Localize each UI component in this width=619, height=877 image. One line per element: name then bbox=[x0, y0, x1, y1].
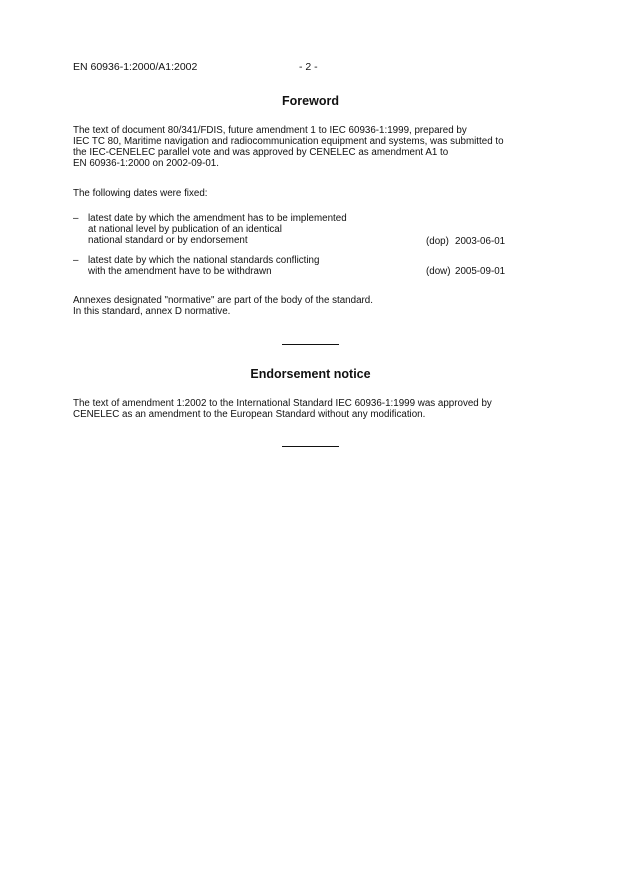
date-item-line: latest date by which the national standards conflicting bbox=[88, 255, 320, 266]
date-item-line: national standard or by endorsement bbox=[88, 235, 248, 246]
date-item-line: at national level by publication of an identical bbox=[88, 224, 282, 235]
date-value: 2005-09-01 bbox=[455, 266, 506, 277]
annex-note-line: Annexes designated "normative" are part of the body of the standard. bbox=[73, 295, 373, 306]
date-item-description bbox=[88, 213, 388, 246]
foreword-intro-line: The text of document 80/341/FDIS, future amendment 1 to IEC 60936-1:1999, prepared by bbox=[73, 125, 467, 136]
list-dash: – bbox=[73, 255, 79, 266]
endorsement-line: CENELEC as an amendment to the European Standard without any modification. bbox=[73, 409, 426, 420]
foreword-intro-line: EN 60936-1:2000 on 2002-09-01. bbox=[73, 158, 219, 169]
foreword-intro bbox=[73, 125, 548, 169]
section-divider bbox=[282, 446, 339, 447]
foreword-intro-line: the IEC-CENELEC parallel vote and was approved by CENELEC as amendment A1 to bbox=[73, 147, 449, 158]
annex-note bbox=[73, 295, 548, 317]
endorsement-title: Endorsement notice bbox=[250, 367, 371, 381]
date-item-description bbox=[88, 255, 388, 277]
list-dash: – bbox=[73, 213, 79, 224]
date-value: 2003-06-01 bbox=[455, 236, 506, 247]
document-id: EN 60936-1:2000/A1:2002 bbox=[73, 61, 198, 73]
foreword-title: Foreword bbox=[282, 94, 339, 108]
endorsement-text bbox=[73, 398, 548, 420]
foreword-intro-line: IEC TC 80, Maritime navigation and radiocommunication equipment and systems, was submitted to bbox=[73, 136, 504, 147]
dates-intro: The following dates were fixed: bbox=[73, 188, 208, 199]
date-item-line: with the amendment have to be withdrawn bbox=[88, 266, 272, 277]
date-item-line: latest date by which the amendment has to be implemented bbox=[88, 213, 347, 224]
section-divider bbox=[282, 344, 339, 345]
annex-note-line: In this standard, annex D normative. bbox=[73, 306, 231, 317]
date-code: (dop) bbox=[426, 236, 449, 247]
page-number: - 2 - bbox=[299, 61, 318, 73]
date-code: (dow) bbox=[426, 266, 451, 277]
endorsement-line: The text of amendment 1:2002 to the International Standard IEC 60936-1:1999 was approved by bbox=[73, 398, 492, 409]
